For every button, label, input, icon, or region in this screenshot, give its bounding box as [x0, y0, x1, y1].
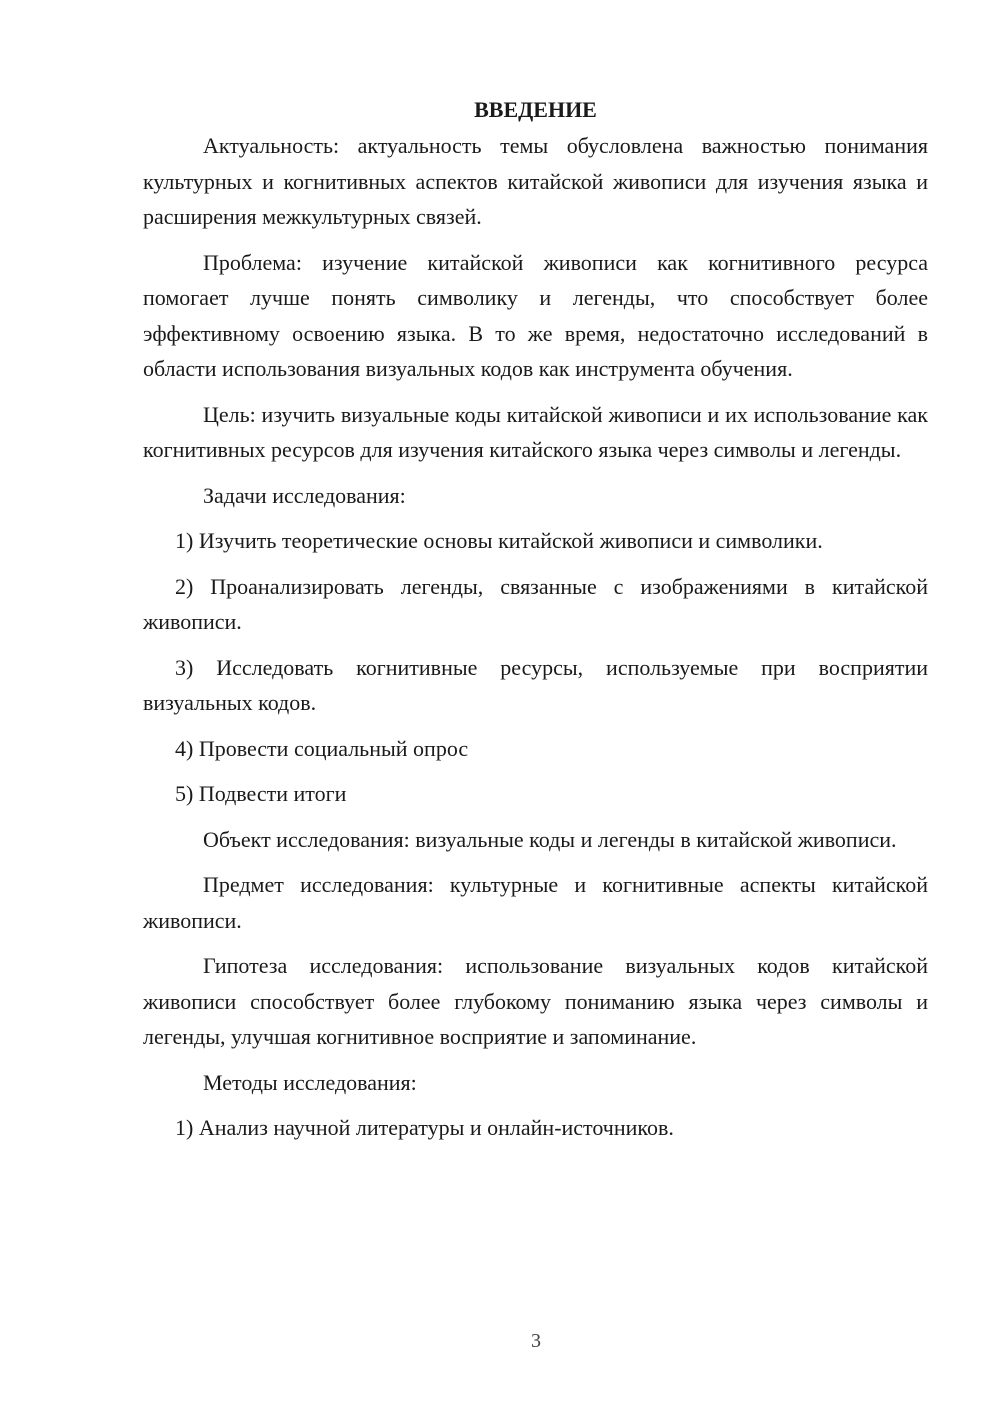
paragraph-problem: Проблема: изучение китайской живописи как когнитивного ресурса помогает лучше понять символику и легенды, что способствует более эффективному освоению языка. В то же время, недостаточно исследований в области использования визуальных кодов как инструмента обучения. [143, 249, 928, 381]
list-item-task-1: 1) Изучить теоретические основы китайской живописи и символики. [175, 528, 823, 553]
paragraph-object: Объект исследования: визуальные коды и легенды в китайской живописи. [203, 826, 897, 852]
page-title: ВВЕДЕНИЕ [474, 97, 597, 122]
paragraph-methods-heading: Методы исследования: [203, 1069, 417, 1095]
list-item-method-1: 1) Анализ научной литературы и онлайн-источников. [175, 1115, 674, 1140]
paragraph-goal: Цель: изучить визуальные коды китайской живописи и их использование как когнитивных ресурсов для изучения китайского языка через символы и легенды. [143, 401, 928, 462]
document-page [143, 92, 928, 1156]
paragraph-tasks-heading: Задачи исследования: [203, 482, 406, 508]
paragraph-subject: Предмет исследования: культурные и когнитивные аспекты китайской живописи. [143, 872, 928, 933]
page-number: 3 [531, 1330, 541, 1352]
list-item-task-3: 3) Исследовать когнитивные ресурсы, используемые при восприятии визуальных кодов. [143, 654, 928, 715]
list-item-task-2: 2) Проанализировать легенды, связанные с изображениями в китайской живописи. [143, 573, 928, 634]
paragraph-relevance: Актуальность: актуальность темы обусловлена важностью понимания культурных и когнитивных аспектов китайской живописи для изучения языка и расширения межкультурных связей. [143, 133, 928, 229]
list-item-task-5: 5) Подвести итоги [175, 781, 347, 806]
paragraph-hypothesis: Гипотеза исследования: использование визуальных кодов китайской живописи способствует более глубокому пониманию языка через символы и легенды, улучшая когнитивное восприятие и запоминание. [143, 953, 928, 1049]
list-item-task-4: 4) Провести социальный опрос [175, 735, 469, 761]
